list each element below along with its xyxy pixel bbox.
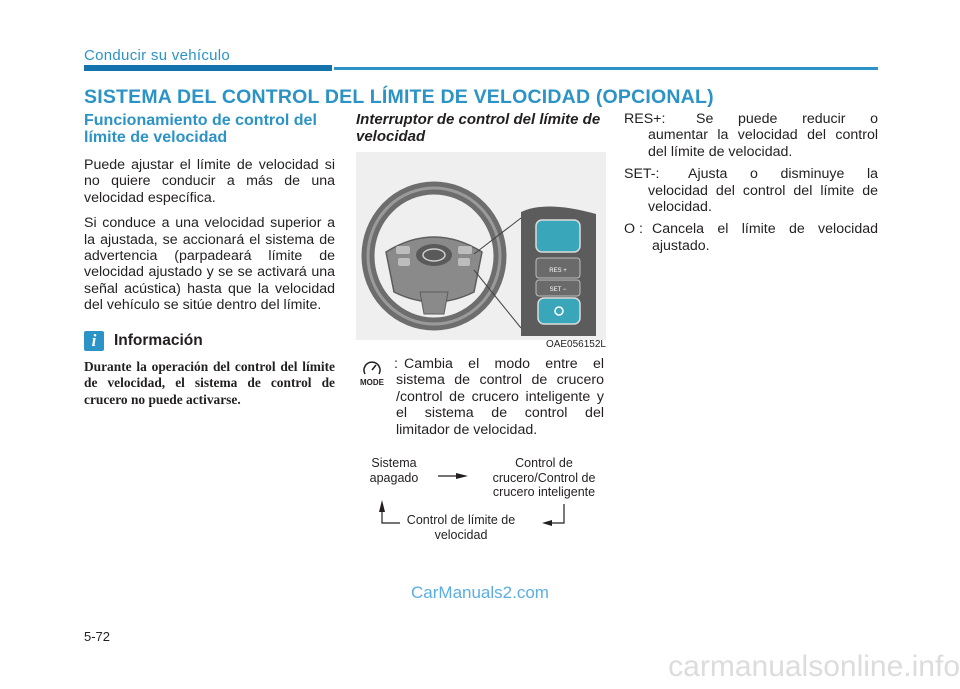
- section-heading: Funcionamiento de control del límite de velocidad: [84, 112, 317, 146]
- paragraph-1: Puede ajustar el límite de velocidad si no quiere conducir a más de una velocidad específica.: [84, 157, 335, 206]
- mode-description: Cambia el modo entre el sistema de control de crucero /control de crucero inteligente y el sistema de control del limitador de velocidad.: [396, 356, 604, 438]
- flow-cruise-control: Control de crucero/Control de crucero inteligente: [492, 456, 596, 499]
- info-body: Durante la operación del control del límite de velocidad, el sistema de control de crucero no puede activarse.: [84, 358, 335, 408]
- definition-set: [624, 166, 878, 215]
- steering-wheel-icon: [356, 152, 606, 340]
- arrow-cruise-to-limit: [548, 504, 564, 523]
- header-rule-dark: [84, 65, 332, 71]
- desc-cancel: Cancela el límite de velocidad ajustado.: [652, 221, 878, 254]
- paragraph-2: Si conduce a una velocidad superior a la ajustada, se accionará el sistema de advertencia (parpadeará límite de velocidad ajustado y se se activará una señal acústica) hasta que la velocidad del vehículo se sitúe dentro del límite.: [84, 215, 335, 314]
- figure-code: OAE056152L: [545, 339, 606, 350]
- svg-text:SET −: SET −: [549, 287, 567, 293]
- info-icon: i: [84, 331, 104, 351]
- watermark-carmanuals2: CarManuals2.com: [411, 583, 549, 602]
- definition-cancel: [624, 221, 878, 254]
- watermark-carmanualsonline: carmanualsonline.info: [668, 650, 960, 683]
- info-title: Información: [114, 331, 203, 349]
- desc-res: Se puede reducir o aumentar la velocidad del control del límite de velocidad.: [648, 111, 878, 160]
- desc-set: Ajusta o disminuye la velocidad del control del límite de velocidad.: [648, 166, 878, 216]
- term-cancel: O :: [624, 221, 643, 238]
- svg-text:RES +: RES +: [549, 268, 567, 274]
- flow-arrows: [356, 448, 606, 548]
- mode-colon: :: [394, 356, 398, 372]
- page-title: SISTEMA DEL CONTROL DEL LÍMITE DE VELOCIDAD (OPCIONAL): [84, 86, 714, 108]
- column-1: [84, 112, 335, 409]
- flow-speed-limit: Control de límite de velocidad: [406, 513, 516, 542]
- switch-heading: Interruptor de control del límite de velocidad: [356, 111, 601, 145]
- info-header: [84, 331, 335, 351]
- term-set: SET-:: [624, 166, 660, 183]
- column-3: [624, 111, 878, 260]
- section-label: Conducir su vehículo: [84, 47, 231, 64]
- mode-icon: [356, 358, 388, 386]
- header-rule-light: [334, 67, 878, 70]
- term-res: RES+:: [624, 111, 666, 127]
- steering-wheel-figure: [356, 152, 606, 340]
- svg-text:MODE: MODE: [360, 378, 384, 386]
- page-number: 5-72: [84, 629, 111, 644]
- flow-system-off: Sistema apagado: [369, 456, 419, 485]
- definition-res: [624, 111, 878, 160]
